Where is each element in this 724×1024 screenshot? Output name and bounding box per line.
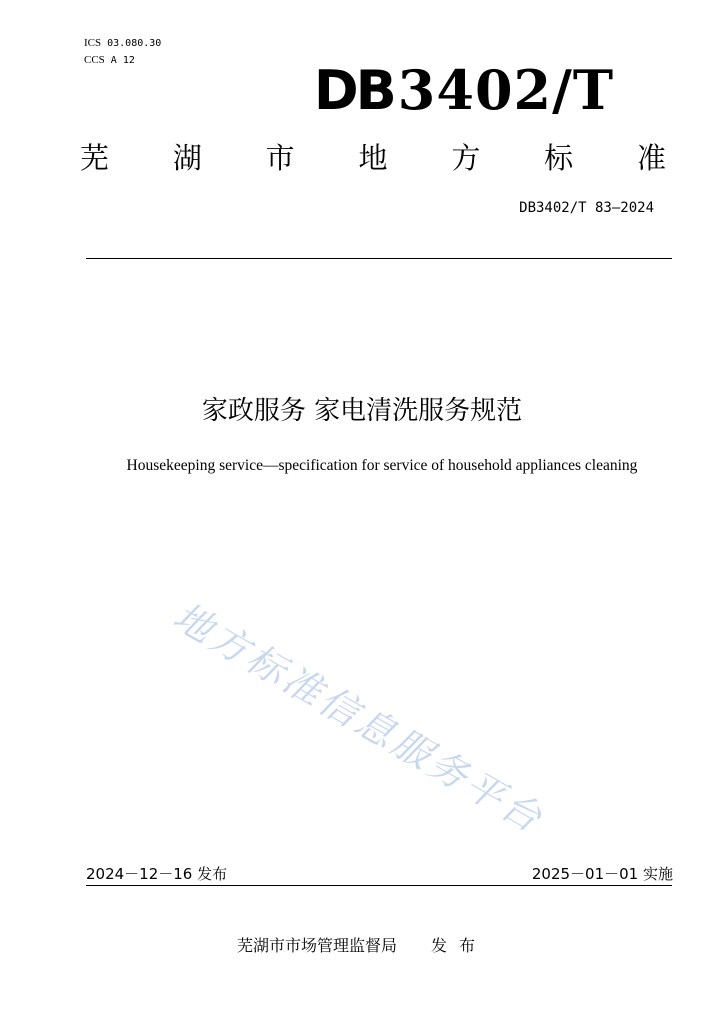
ccs-label: CCS	[84, 54, 105, 66]
issuer-name: 芜湖市市场管理监督局	[236, 936, 397, 955]
top-divider	[86, 258, 672, 259]
issuer-action: 发布	[431, 936, 488, 955]
ccs-line	[84, 53, 135, 68]
standard-type-char: 准	[636, 141, 666, 175]
ccs-code: A 12	[110, 55, 135, 66]
standard-mark-number: 3402/T	[397, 58, 614, 122]
standard-type-char: 地	[358, 141, 388, 175]
standard-type	[80, 140, 666, 176]
standard-mark-prefix: DB	[313, 59, 394, 122]
standard-type-char: 湖	[172, 141, 202, 175]
issuer	[0, 935, 724, 957]
title-english: Housekeeping service—specification for service of household appliances cleaning	[126, 457, 638, 474]
watermark: 地方标准信息服务平台	[166, 594, 552, 843]
ics-line	[84, 36, 161, 51]
ics-label: ICS	[84, 37, 102, 49]
standard-number: DB3402/T 83—2024	[519, 200, 654, 216]
standard-type-char: 标	[544, 141, 574, 175]
bottom-divider	[86, 885, 672, 886]
standard-type-char: 芜	[80, 141, 110, 175]
standard-mark	[314, 60, 614, 121]
effective-date: 2025－01－01 实施	[531, 865, 673, 883]
title-chinese: 家政服务 家电清洗服务规范	[201, 396, 523, 426]
publish-date: 2024－12－16 发布	[86, 865, 228, 883]
ics-code: 03.080.30	[107, 38, 162, 49]
standard-type-char: 方	[451, 141, 481, 175]
standard-type-char: 市	[265, 141, 295, 175]
